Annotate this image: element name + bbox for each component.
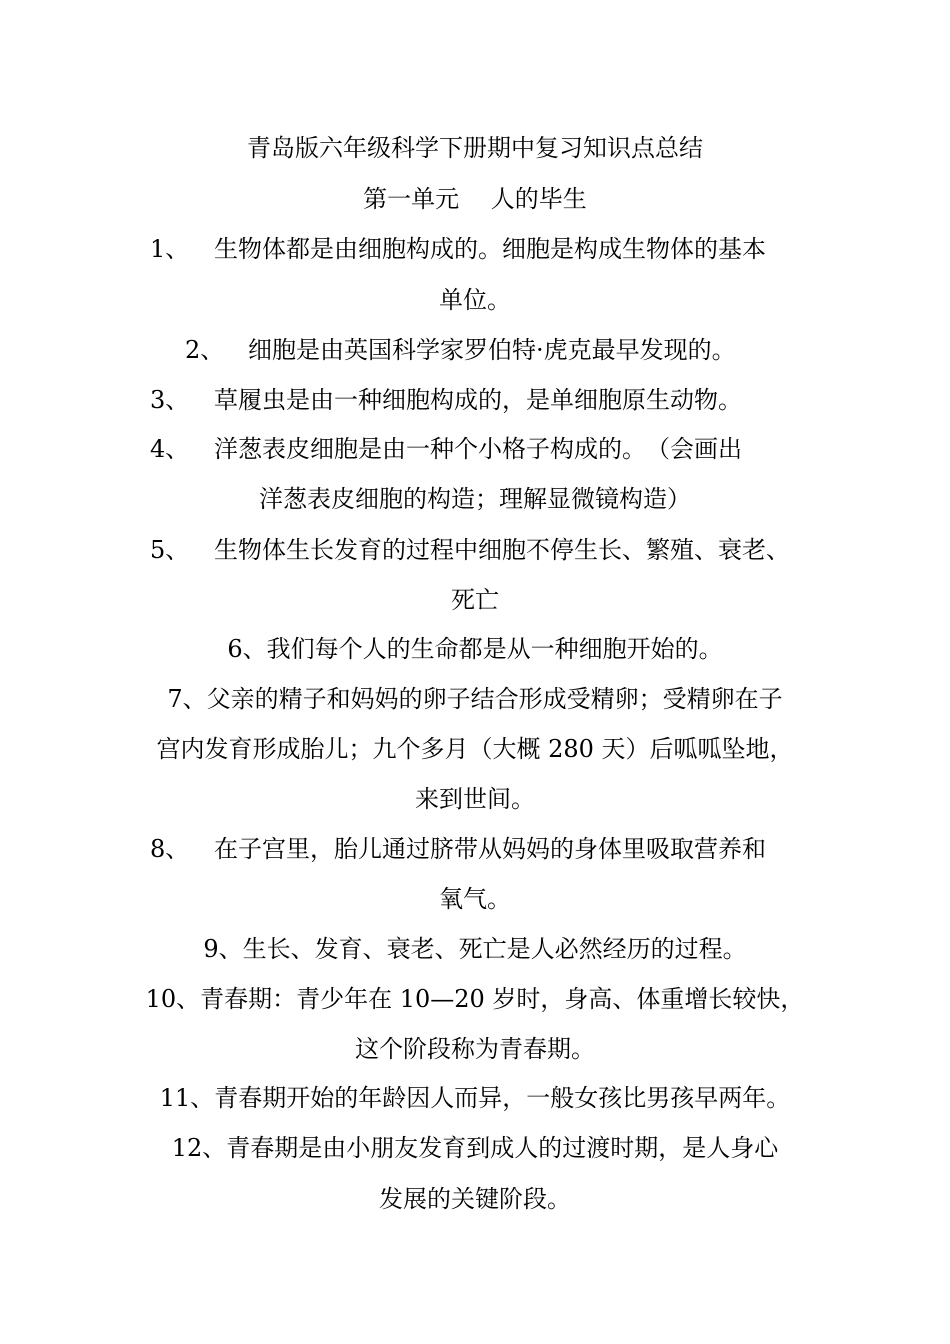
- item-number: 1、: [150, 235, 190, 263]
- item-text: 死亡: [451, 586, 499, 614]
- item-text: 氧气。: [439, 885, 511, 913]
- item-text: 细胞是由英国科学家罗伯特·虎克最早发现的。: [248, 336, 736, 364]
- item-text: 来到世间。: [415, 785, 535, 813]
- item-text: 7、父亲的精子和妈妈的卵子结合形成受精卵；受精卵在子: [167, 685, 783, 713]
- item-number: 5、: [150, 536, 190, 564]
- item-number: 3、: [150, 386, 190, 414]
- document-title: 青岛版六年级科学下册期中复习知识点总结: [247, 134, 703, 162]
- item-text: 6、我们每个人的生命都是从一种细胞开始的。: [227, 635, 723, 663]
- item-text: 洋葱表皮细胞是由一种个小格子构成的。 （会画出: [214, 435, 742, 463]
- item-text: 生物体都是由细胞构成的。细胞是构成生物体的基本: [214, 235, 766, 263]
- unit-heading: 第一单元 人的毕生: [363, 185, 587, 213]
- item-text: 洋葱表皮细胞的构造；理解显微镜构造）: [259, 485, 691, 513]
- item-text: 在子宫里，胎儿通过脐带从妈妈的身体里吸取营养和: [214, 835, 766, 863]
- item-text: 草履虫是由一种细胞构成的，是单细胞原生动物。: [214, 386, 742, 414]
- item-text: 10、青春期：青少年在 10—20 岁时，身高、体重增长较快，: [145, 985, 805, 1013]
- item-text: 这个阶段称为青春期。: [355, 1035, 595, 1063]
- item-number: 2、: [185, 336, 225, 364]
- item-text: 单位。: [439, 286, 511, 314]
- item-text: 生物体生长发育的过程中细胞不停生长、繁殖、衰老、: [214, 536, 790, 564]
- item-text: 宫内发育形成胎儿；九个多月（大概 280 天）后呱呱坠地，: [156, 735, 794, 763]
- item-text: 发展的关键阶段。: [379, 1185, 571, 1213]
- item-number: 8、: [150, 835, 190, 863]
- item-number: 4、: [150, 435, 190, 463]
- item-text: 12、青春期是由小朋友发育到成人的过渡时期，是人身心: [171, 1134, 779, 1162]
- item-text: 9、生长、发育、衰老、死亡是人必然经历的过程。: [203, 935, 747, 963]
- item-text: 11、青春期开始的年龄因人而异，一般女孩比男孩早两年。: [159, 1084, 791, 1112]
